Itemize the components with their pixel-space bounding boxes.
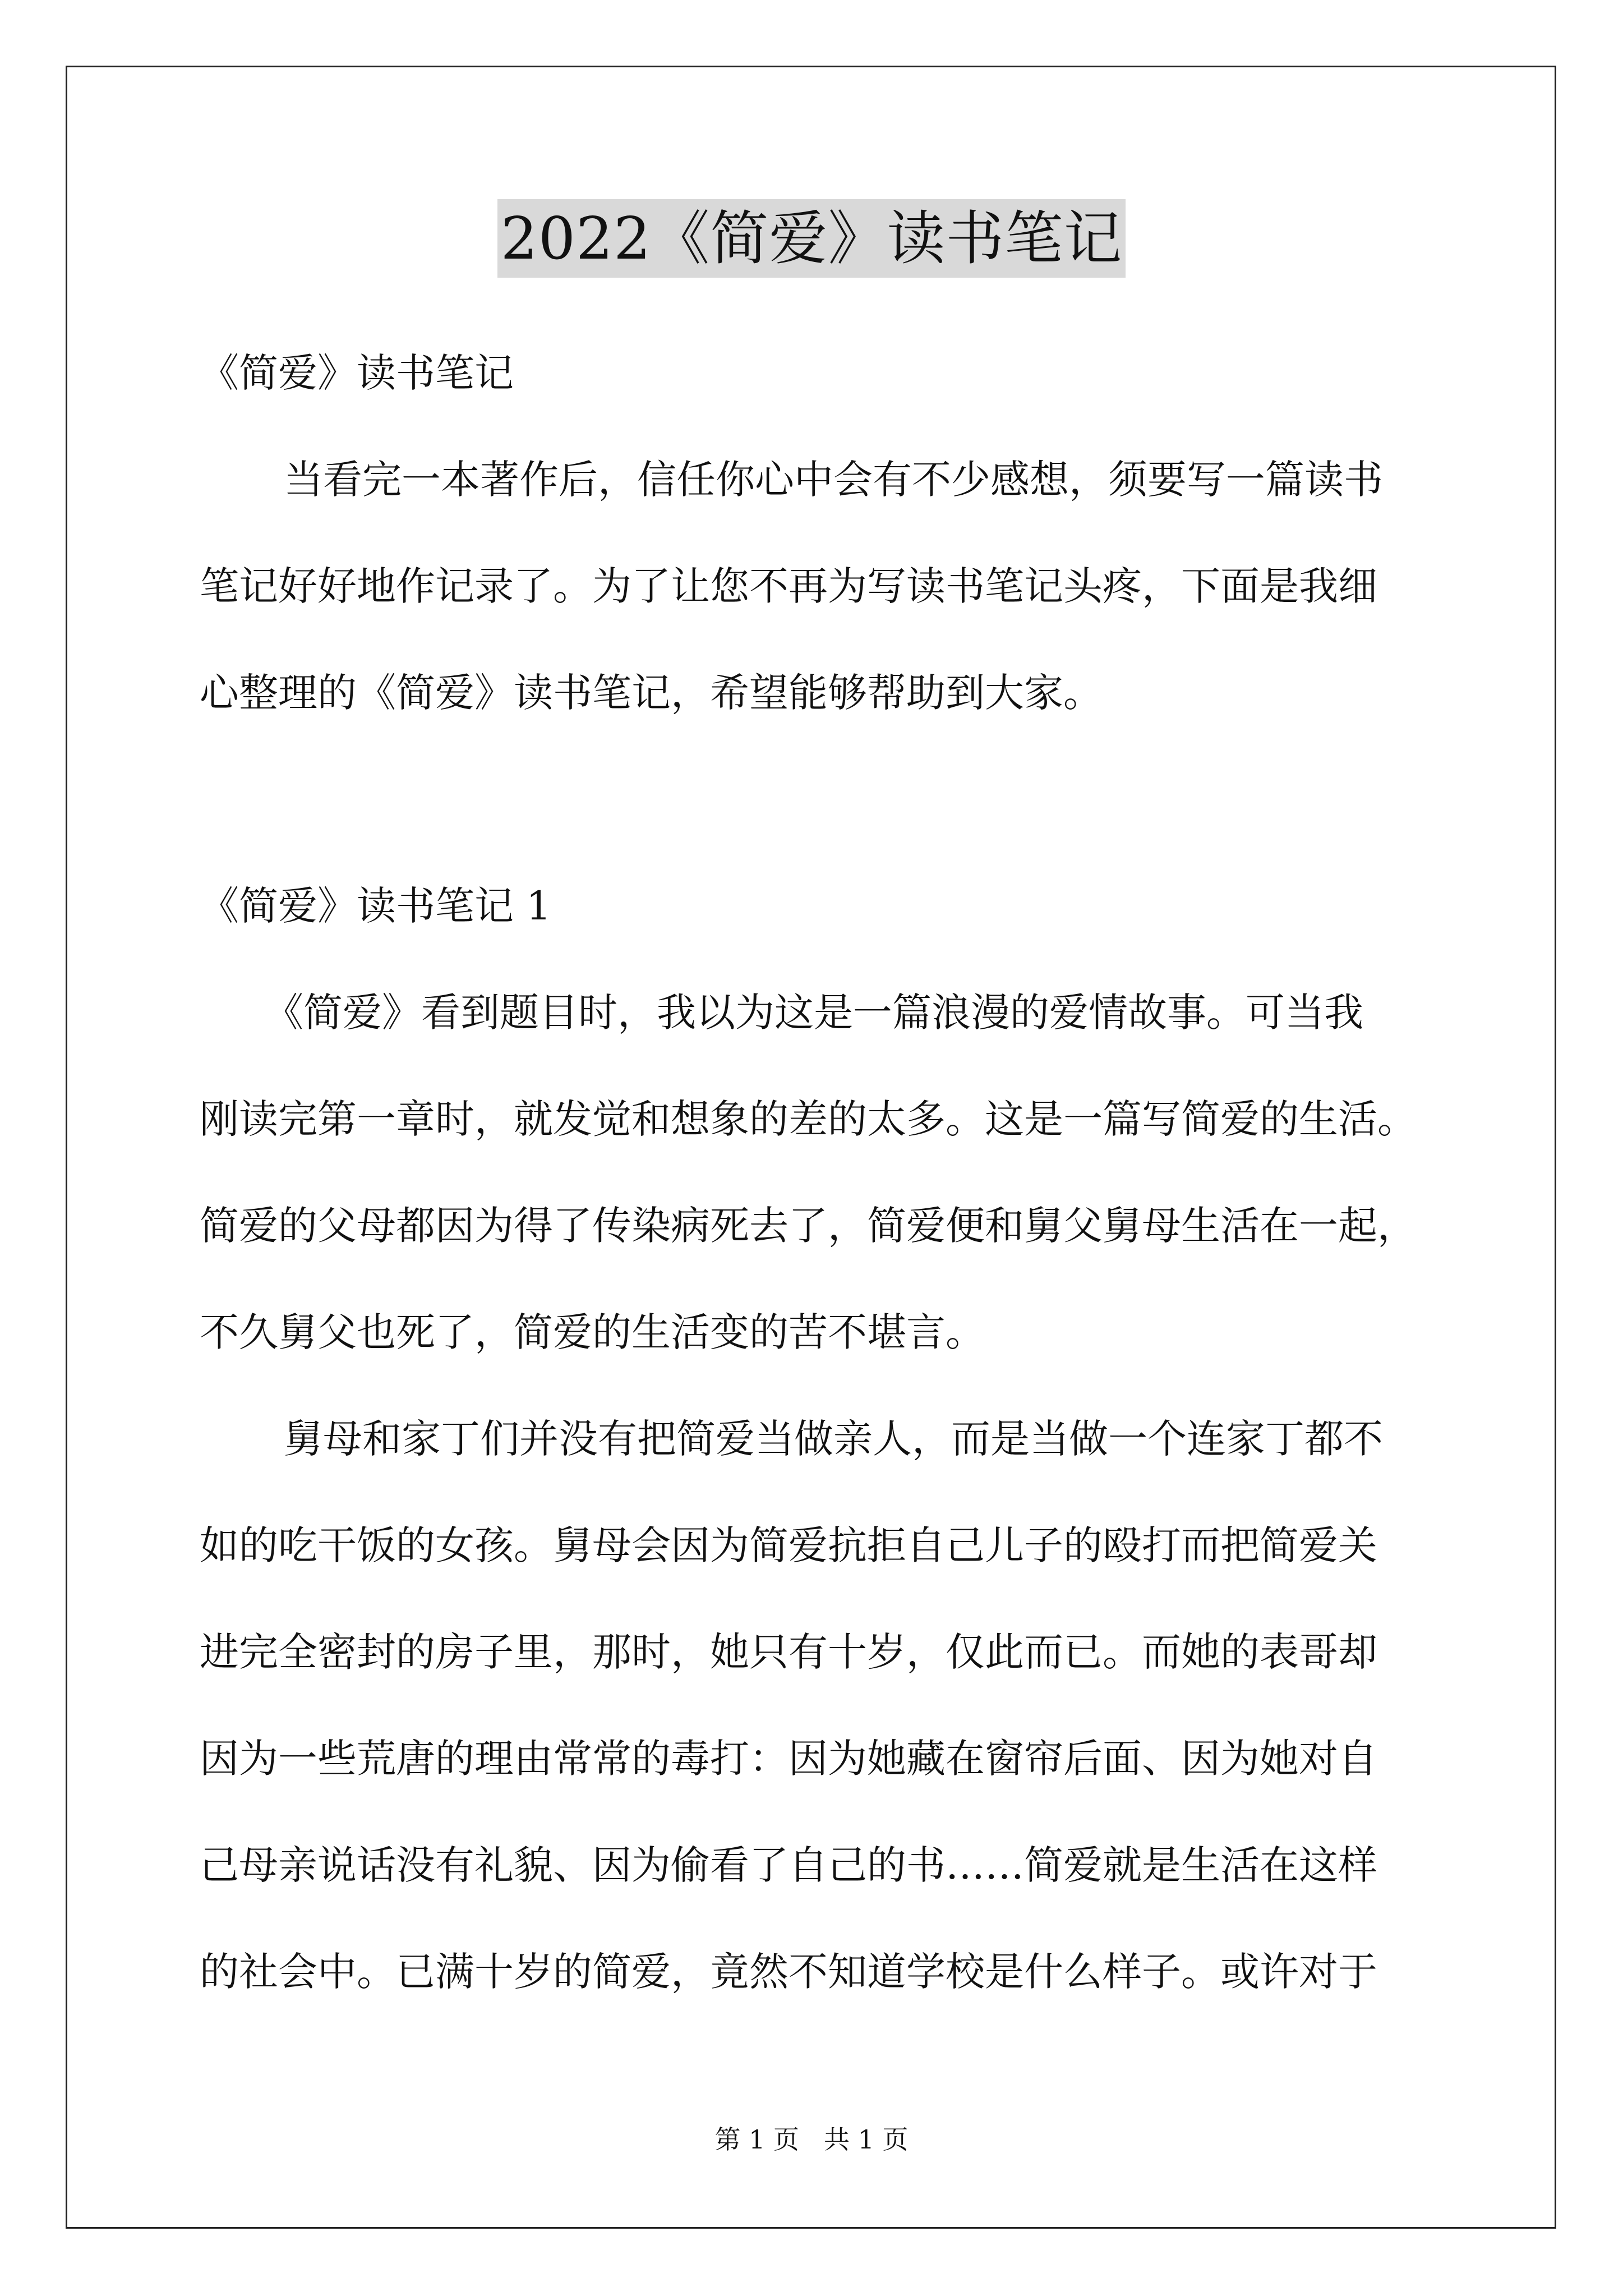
- section1-paragraph-2: [200, 1386, 1473, 2025]
- paragraph-line: 己母亲说话没有礼貌、因为偷看了自己的书……简爱就是生活在这样: [200, 1842, 1377, 1888]
- intro-line: 当看完一本著作后，信任你心中会有不少感想，须要写一篇读书: [284, 457, 1383, 503]
- section1-paragraph-1: [200, 959, 1473, 1386]
- section1-heading: 《简爱》读书笔记 1: [200, 883, 551, 929]
- paragraph-line: 《简爱》看到题目时，我以为这是一篇浪漫的爱情故事。可当我: [264, 990, 1363, 1036]
- spacer: [200, 746, 1473, 853]
- paragraph-line: 进完全密封的房子里，那时，她只有十岁，仅此而已。而她的表哥却: [200, 1629, 1377, 1675]
- document-body: [200, 320, 1473, 2025]
- paragraph-line: 不久舅父也死了，简爱的生活变的苦不堪言。: [200, 1309, 985, 1355]
- intro-line: 笔记好好地作记录了。为了让您不再为写读书笔记头疼，下面是我细: [200, 563, 1377, 609]
- paragraph-line: 刚读完第一章时，就发觉和想象的差的太多。这是一篇写简爱的生活。: [200, 1096, 1417, 1142]
- document-title: 2022《简爱》读书笔记: [497, 199, 1126, 278]
- intro-heading: 《简爱》读书笔记: [200, 350, 514, 396]
- page-number: 第 1 页: [714, 2124, 799, 2155]
- paragraph-line: 简爱的父母都因为得了传染病死去了，简爱便和舅父舅母生活在一起，: [200, 1203, 1417, 1249]
- paragraph-line: 因为一些荒唐的理由常常的毒打：因为她藏在窗帘后面、因为她对自: [200, 1736, 1377, 1782]
- paragraph-line: 如的吃干饭的女孩。舅母会因为简爱抗拒自己儿子的殴打而把简爱关: [200, 1522, 1377, 1568]
- paragraph-line: 的社会中。已满十岁的简爱，竟然不知道学校是什么样子。或许对于: [200, 1949, 1377, 1995]
- page-total: 共 1 页: [824, 2124, 909, 2155]
- paragraph-line: 舅母和家丁们并没有把简爱当做亲人，而是当做一个连家丁都不: [284, 1416, 1383, 1462]
- title-container: [0, 199, 1623, 278]
- page-footer: [0, 2123, 1623, 2156]
- intro-paragraph: [200, 426, 1473, 746]
- intro-line: 心整理的《简爱》读书笔记，希望能够帮助到大家。: [200, 670, 1103, 716]
